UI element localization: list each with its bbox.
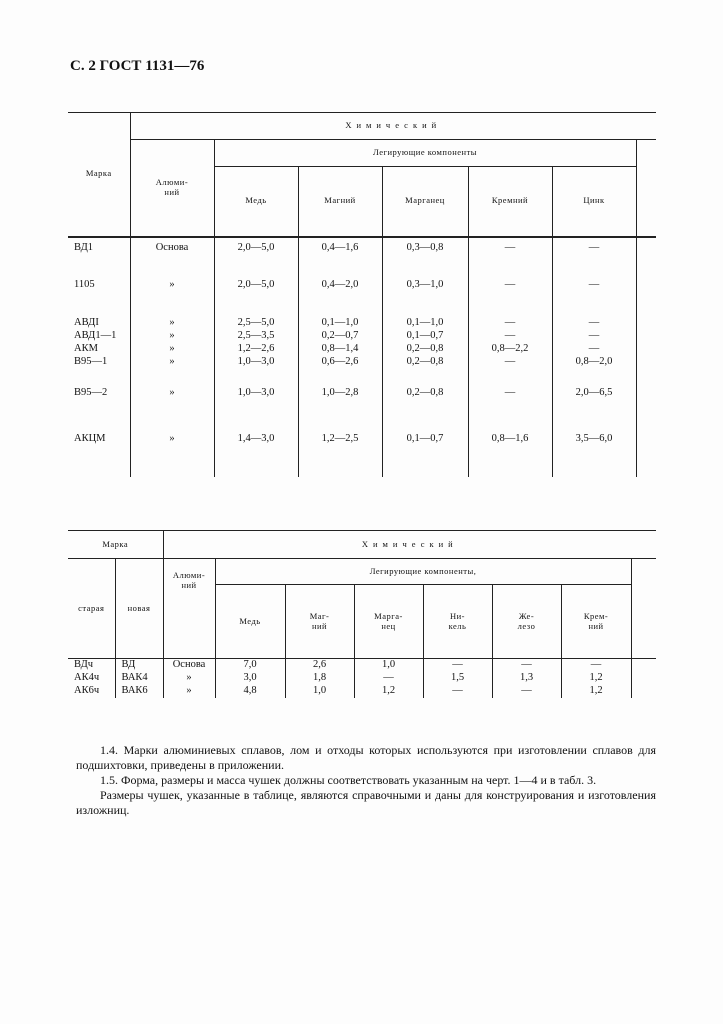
- header-old: старая: [68, 559, 115, 659]
- col-silicon: Крем- ний: [561, 585, 631, 659]
- cell-marka: АВД1—1: [74, 329, 117, 341]
- paragraph-1-5: 1.5. Форма, размеры и масса чушек должны соответствовать указанным на черт. 1—4 и в табл. 3.: [100, 773, 597, 787]
- table-row: АК6ч ВАК6 » 4,8 1,0 1,2 — — 1,2: [68, 685, 656, 698]
- cell-marka: ВД1: [74, 241, 94, 253]
- col-copper: Медь: [214, 167, 298, 237]
- table-body: ВД1 1105 АВДI АВД1—1 АКМ В95—1 В95—2 АКЦМ Основа » » » » » » » 2,0—5,0 2,0—5,0 2,5—5,0 2,5—3,5 1,2—2,6 1,0—3,0 1,0—3,0 1,4—3,0 0,4—1,6 0,4—2,0 0,1—1,0 0,2—0,7 0,8—1,4 0,6—2,6 1,0—2,8 1,2—2,5 0,3—0,8 0,3—1,0 0,1—1,0 0,1—0,7 0,2—0,8 0,2—0,8 0,2—0,8 0,1—0,7 — — — — 0,8—2,2 — — 0,8—1,6 — — — — — 0,8—2,0 2,0—6,5 3,5—6,0: [68, 237, 656, 477]
- cell-marka: В95—1: [74, 355, 108, 367]
- header-chemical: Химический: [130, 113, 656, 140]
- table-row: ВДч ВД Основа 7,0 2,6 1,0 — — —: [68, 659, 656, 672]
- col-copper: Медь: [215, 585, 285, 659]
- paragraph-dimensions-note: Размеры чушек, указанные в таблице, являются справочными и даны для конструирования и изготовления изложниц.: [76, 788, 656, 817]
- col-zinc: Цинк: [552, 167, 636, 237]
- cell-marka: АКМ: [74, 342, 98, 354]
- cell-marka: АКЦМ: [74, 432, 106, 444]
- composition-table-2: [68, 530, 656, 698]
- header-alloying: Легирующие компоненты,: [215, 559, 631, 585]
- cell-marka: 1105: [74, 278, 95, 290]
- col-nickel: Ни- кель: [423, 585, 492, 659]
- header-aluminium: Алюми- ний: [130, 140, 214, 237]
- col-magnesium: Маг- ний: [285, 585, 354, 659]
- cell-marka: АВДI: [74, 316, 99, 328]
- col-magnesium: Магний: [298, 167, 382, 237]
- col-manganese: Марганец: [382, 167, 468, 237]
- page-header: С. 2 ГОСТ 1131—76: [70, 58, 205, 74]
- header-marka: Марка: [68, 113, 130, 237]
- header-new: новая: [115, 559, 163, 659]
- cell-marka: В95—2: [74, 386, 108, 398]
- paragraph-1-4: 1.4. Марки алюминиевых сплавов, лом и отходы которых используются при изготовлении сплавов для подшихтовки, приведены в приложении.: [76, 743, 656, 772]
- col-manganese: Марга- нец: [354, 585, 423, 659]
- col-iron: Же- лезо: [492, 585, 561, 659]
- header-marka: Марка: [68, 531, 163, 559]
- header-alloying: Легирующие компоненты: [214, 140, 636, 167]
- table-row: АК4ч ВАК4 » 3,0 1,8 — 1,5 1,3 1,2: [68, 672, 656, 685]
- col-silicon: Кремний: [468, 167, 552, 237]
- composition-table-1: [68, 112, 656, 477]
- header-aluminium: Алюми- ний: [163, 559, 215, 659]
- header-chemical: Химический: [163, 531, 656, 559]
